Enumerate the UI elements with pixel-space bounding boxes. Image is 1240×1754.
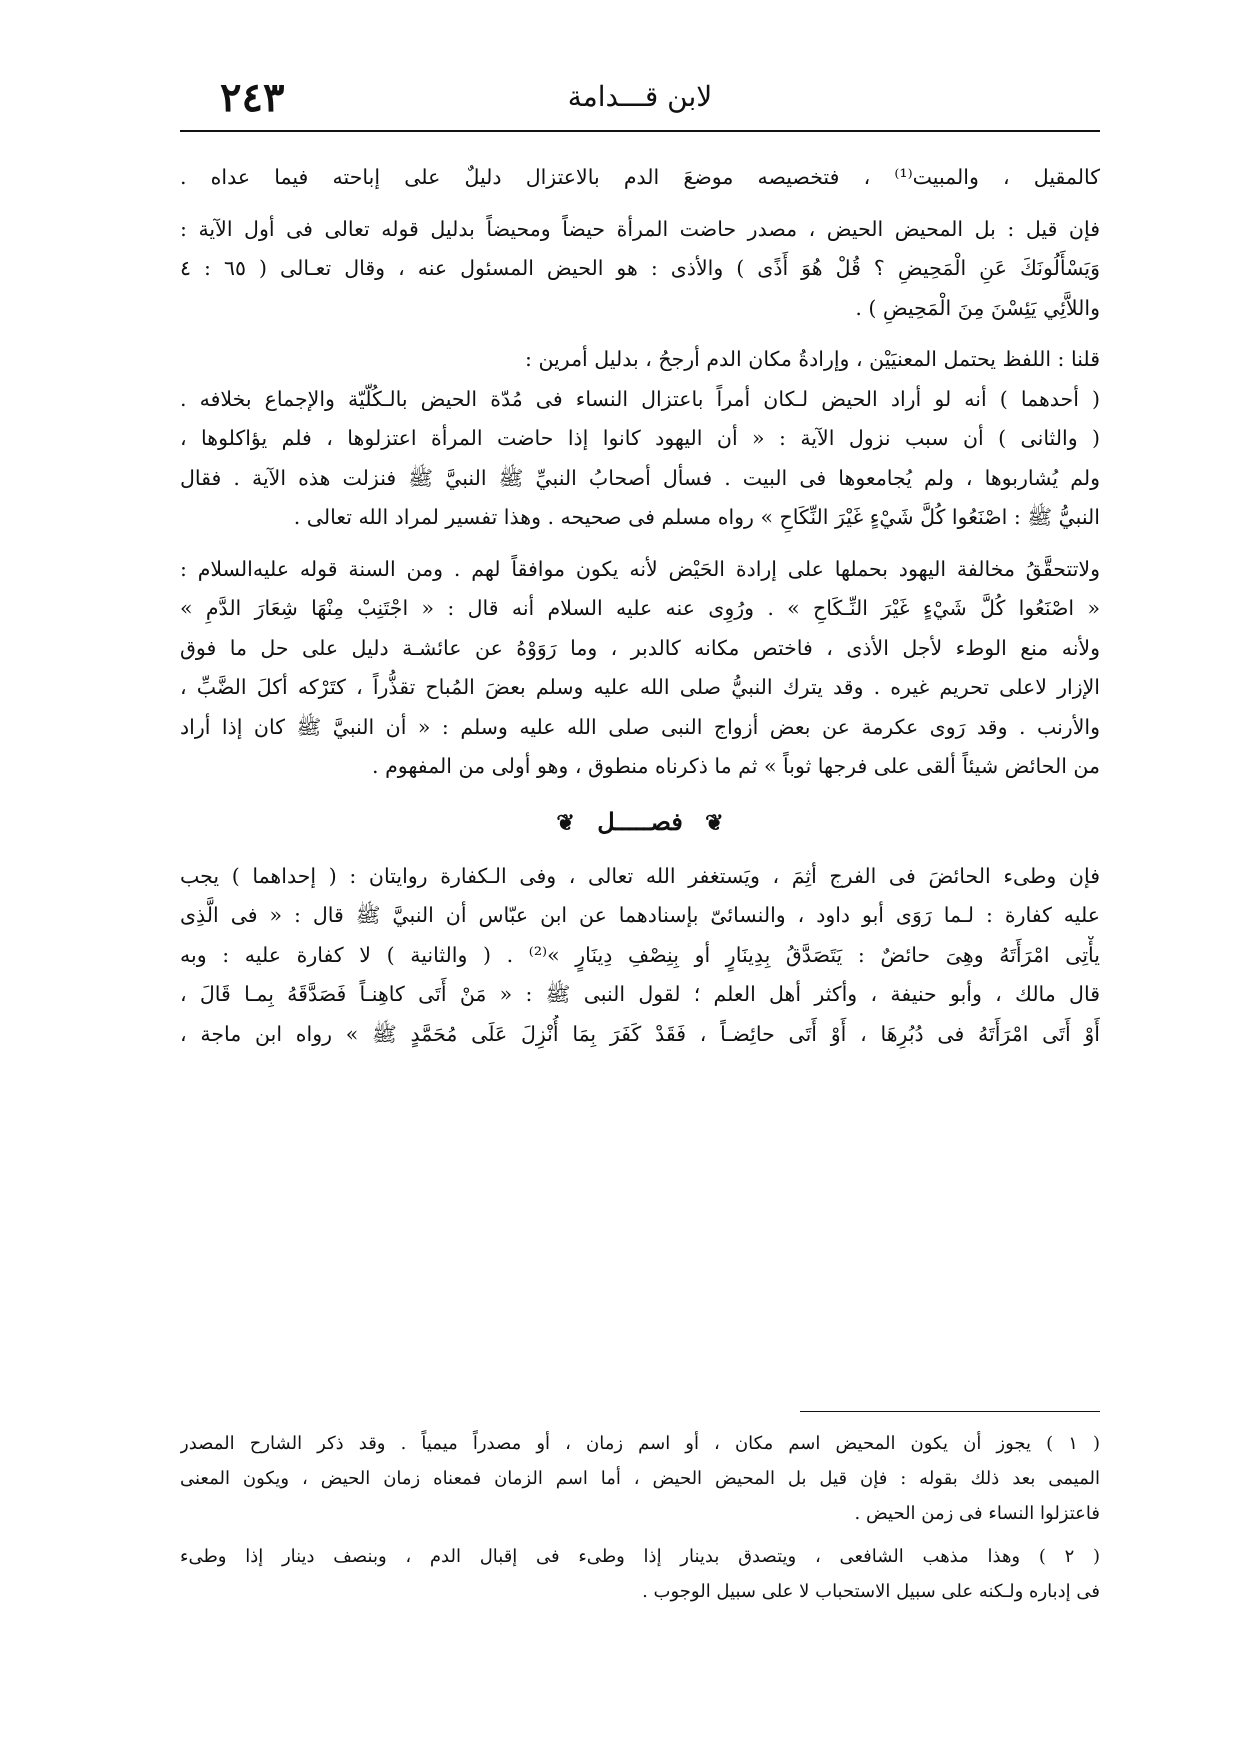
text-line: واللاَّئِي يَئِسْنَ مِنَ الْمَحِيضِ ) . [855,295,1100,320]
footnote-line: فاعتزلوا النساء فى زمن الحيض . [854,1503,1100,1524]
page-header [180,66,1100,126]
footnote-line: ( ٢ ) وهذا مذهب الشافعى ، ويتصدق بدينار إذا وطىء فى إقبال الدم ، وبنصف دينار إذا وطىء [180,1546,1100,1567]
text-line: قلنا : اللفظ يحتمل المعنيَيْن ، وإرادةُ مكان الدم أرجحُ ، بدليل أمرين : [525,347,1100,371]
footnote-line: ( ١ ) يجوز أن يكون المحيض اسم مكان ، أو اسم زمان ، أو مصدراً ميمياً . وقد ذكر الشارح المصدر [180,1433,1100,1454]
text-line: قال مالك ، وأبو حنيفة ، وأكثر أهل العلم ؛ لقول النبى ﷺ : « مَنْ أَتَى كاهِنـاً فَصَدَّقَهُ بِمـا قَالَ ، [180,982,1100,1006]
text-line: الإزار لاعلى تحريم غيره . وقد يترك النبيُّ صلى الله عليه وسلم بعضَ المُباح تقذُّراً ، كتَرْكه أكلَ الضَّبِّ ، [180,675,1100,699]
text-line: النبيُّ ﷺ : اصْنَعُوا كُلَّ شَيْءٍ غَيْرَ النِّكَاحِ » رواه مسلم فى صحيحه . وهذا تفسير لمراد الله تعالى . [293,505,1100,529]
page-number: ٢٤٣ [220,74,285,121]
running-title: لابن قـــدامة [567,80,713,113]
ornament-icon: ❦ [705,810,724,836]
text-line: ولم يُشاربوها ، ولم يُجامعوها فى البيت . فسأل أصحابُ النبيِّ ﷺ النبيَّ ﷺ فنزلت هذه الآية . فقال [180,465,1100,490]
text-line: كالمقيل ، والمبيت⁽¹⁾ ، فتخصيصه موضعَ الدم بالاعتزال دليلٌ على إباحته فيما عداه . [180,165,1100,189]
header-rule [180,130,1100,132]
text-line: « اصْنَعُوا كُلَّ شَيْءٍ غَيْرَ النِّـكَاحِ » . ورُوِى عنه عليه السلام أنه قال : « اجْتَنِبْ مِنْهَا شِعَارَ الدَّمِ » [180,596,1100,620]
text-line: أَوْ أَتَى امْرَأَتَهُ فى دُبُرِهَا ، أَوْ أَتَى حائِضـاً ، فَقَدْ كَفَرَ بِمَا أُنْزِلَ عَلَى مُحَمَّدٍ ﷺ » رواه ابن ماجة ، [180,1021,1100,1046]
text-line: ولاتتحقَّقُ مخالفة اليهود بحملها على إرادة الحَيْض لأنه يكون موافقاً لهم . ومن السنة قوله عليه‌السلام : [180,556,1100,581]
main-text [180,158,1100,1054]
text-line: وَيَسْأَلُونَكَ عَنِ الْمَحِيضِ ؟ قُلْ هُوَ أَذًى ) والأذى : هو الحيض المسئول عنه ، وقال تعـالى ( ٦٥ : ٤ [180,256,1100,280]
text-line: يأْتِى امْرَأَتَهُ وهِىَ حائضٌ : يَتَصَدَّقُ بِدِينَارٍ أو بِنِصْفِ دِينَارٍ »⁽²⁾ . ( والثانية ) لا كفارة عليه : وبه [180,942,1100,967]
ornament-icon: ❦ [556,810,575,836]
footnote-line: فى إدباره ولـكنه على سبيل الاستحباب لا على سبيل الوجوب . [642,1581,1100,1602]
text-line: من الحائض شيئاً ألقى على فرجها ثوباً » ثم ما ذكرناه منطوق ، وهو أولى من المفهوم . [372,754,1100,778]
text-line: فإن وطىء الحائضَ فى الفرج أثِمَ ، ويَستغفر الله تعالى ، وفى الـكفارة روايتان : ( إحداهما ) يجب [180,863,1100,888]
text-line: ( والثانى ) أن سبب نزول الآية : « أن اليهود كانوا إذا حاضت المرأة اعتزلوها ، فلم يؤاكلوها ، [180,426,1100,450]
section-heading [180,787,1100,857]
footnote-rule [800,1411,1100,1412]
footnotes [180,1426,1100,1609]
text-line: عليه كفارة : لـما رَوَى أبو داود ، والنسائىّ بإسنادهما عن ابن عبّاس أن النبيَّ ﷺ قال : « فى الَّذِى [180,903,1100,927]
text-line: فإن قيل : بل المحيض الحيض ، مصدر حاضت المرأة حيضاً ومحيضاً بدليل قوله تعالى فى أول الآية : [180,216,1100,241]
section-heading-label: فصـــــل [597,806,683,836]
footnote-line: الميمى بعد ذلك بقوله : فإن قيل بل المحيض الحيض ، أما اسم الزمان فمعناه زمان الحيض ، ويكون المعنى [180,1468,1100,1489]
text-line: والأرنب . وقد رَوى عكرمة عن بعض أزواج النبى صلى الله عليه وسلم : « أن النبيَّ ﷺ كان إذا أراد [180,714,1100,739]
text-line: ولأنه منع الوطء لأجل الأذى ، فاختص مكانه كالدبر ، وما رَوَوْهُ عن عائشـة دليل على حل ما فوق [180,635,1100,660]
text-line: ( أحدهما ) أنه لو أراد الحيض لـكان أمراً باعتزال النساء فى مُدّة الحيض بالـكُلّيّة والإجماع بخلافه . [180,386,1100,411]
